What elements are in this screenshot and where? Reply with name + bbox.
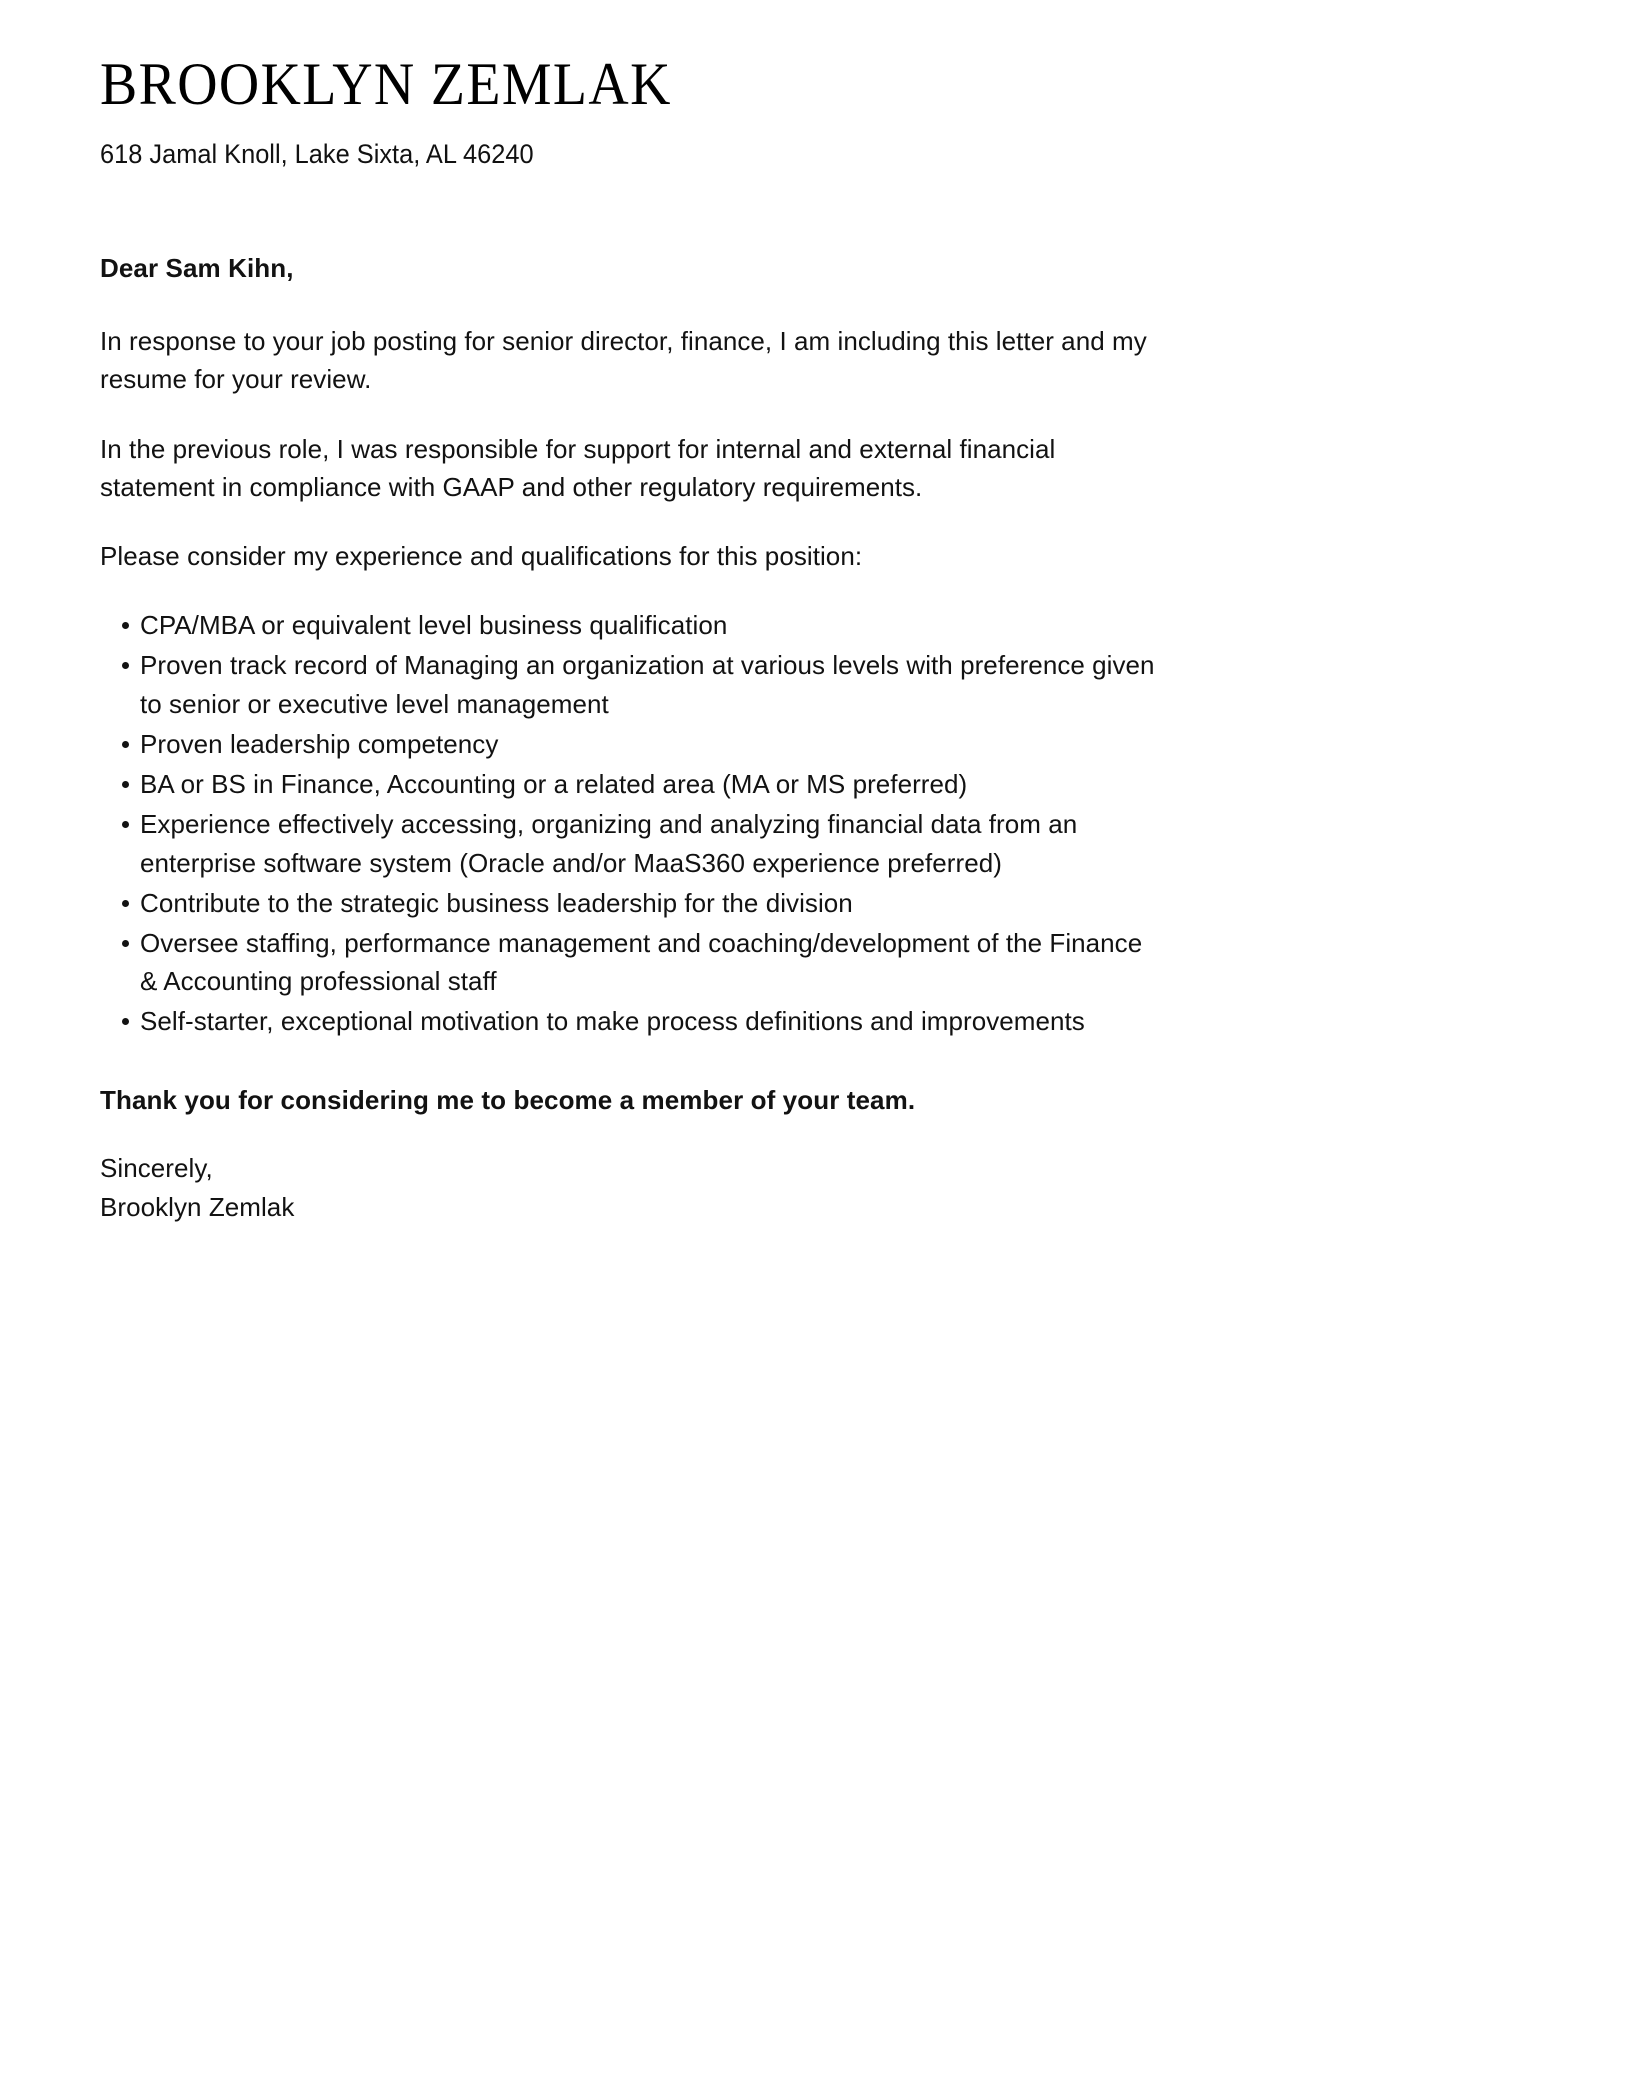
signoff-text: Sincerely, (100, 1153, 213, 1184)
salutation: Dear Sam Kihn, (100, 253, 294, 284)
closing-statement: Thank you for considering me to become a member of your team. (100, 1084, 916, 1115)
list-item: Self-starter, exceptional motivation to make process definitions and improvements (100, 1002, 1160, 1040)
body-paragraph-3: Please consider my experience and qualifications for this position: (100, 541, 863, 571)
list-item: Contribute to the strategic business leadership for the division (100, 884, 1160, 922)
list-item: CPA/MBA or equivalent level business qualification (100, 606, 1160, 644)
list-item: Proven leadership competency (100, 725, 1160, 763)
body-paragraph-2: In the previous role, I was responsible for support for internal and external financial statement in compliance with GAAP and other regulatory requirements. (100, 433, 1056, 502)
body-paragraph-1: In response to your job posting for senior director, finance, I am including this letter and my resume for your review. (100, 326, 1147, 395)
list-item: Proven track record of Managing an organization at various levels with preference given to senior or executive level management (100, 646, 1160, 722)
letterhead (100, 0, 1160, 172)
qualifications-list (100, 606, 1160, 1040)
signature-block (100, 1149, 1160, 1225)
page-title: BROOKLYN ZEMLAK (100, 51, 672, 117)
list-item: Oversee staffing, performance management and coaching/development of the Finance & Accounting professional staff (100, 924, 1160, 1000)
list-item: BA or BS in Finance, Accounting or a related area (MA or MS preferred) (100, 765, 1160, 803)
letter-content (100, 0, 1160, 1226)
list-item: Experience effectively accessing, organizing and analyzing financial data from an enterprise software system (Oracle and/or MaaS360 experience preferred) (100, 805, 1160, 881)
letter-body (100, 250, 1160, 1225)
address-line: 618 Jamal Knoll, Lake Sixta, AL 46240 (100, 139, 534, 169)
signature-name: Brooklyn Zemlak (100, 1191, 295, 1222)
